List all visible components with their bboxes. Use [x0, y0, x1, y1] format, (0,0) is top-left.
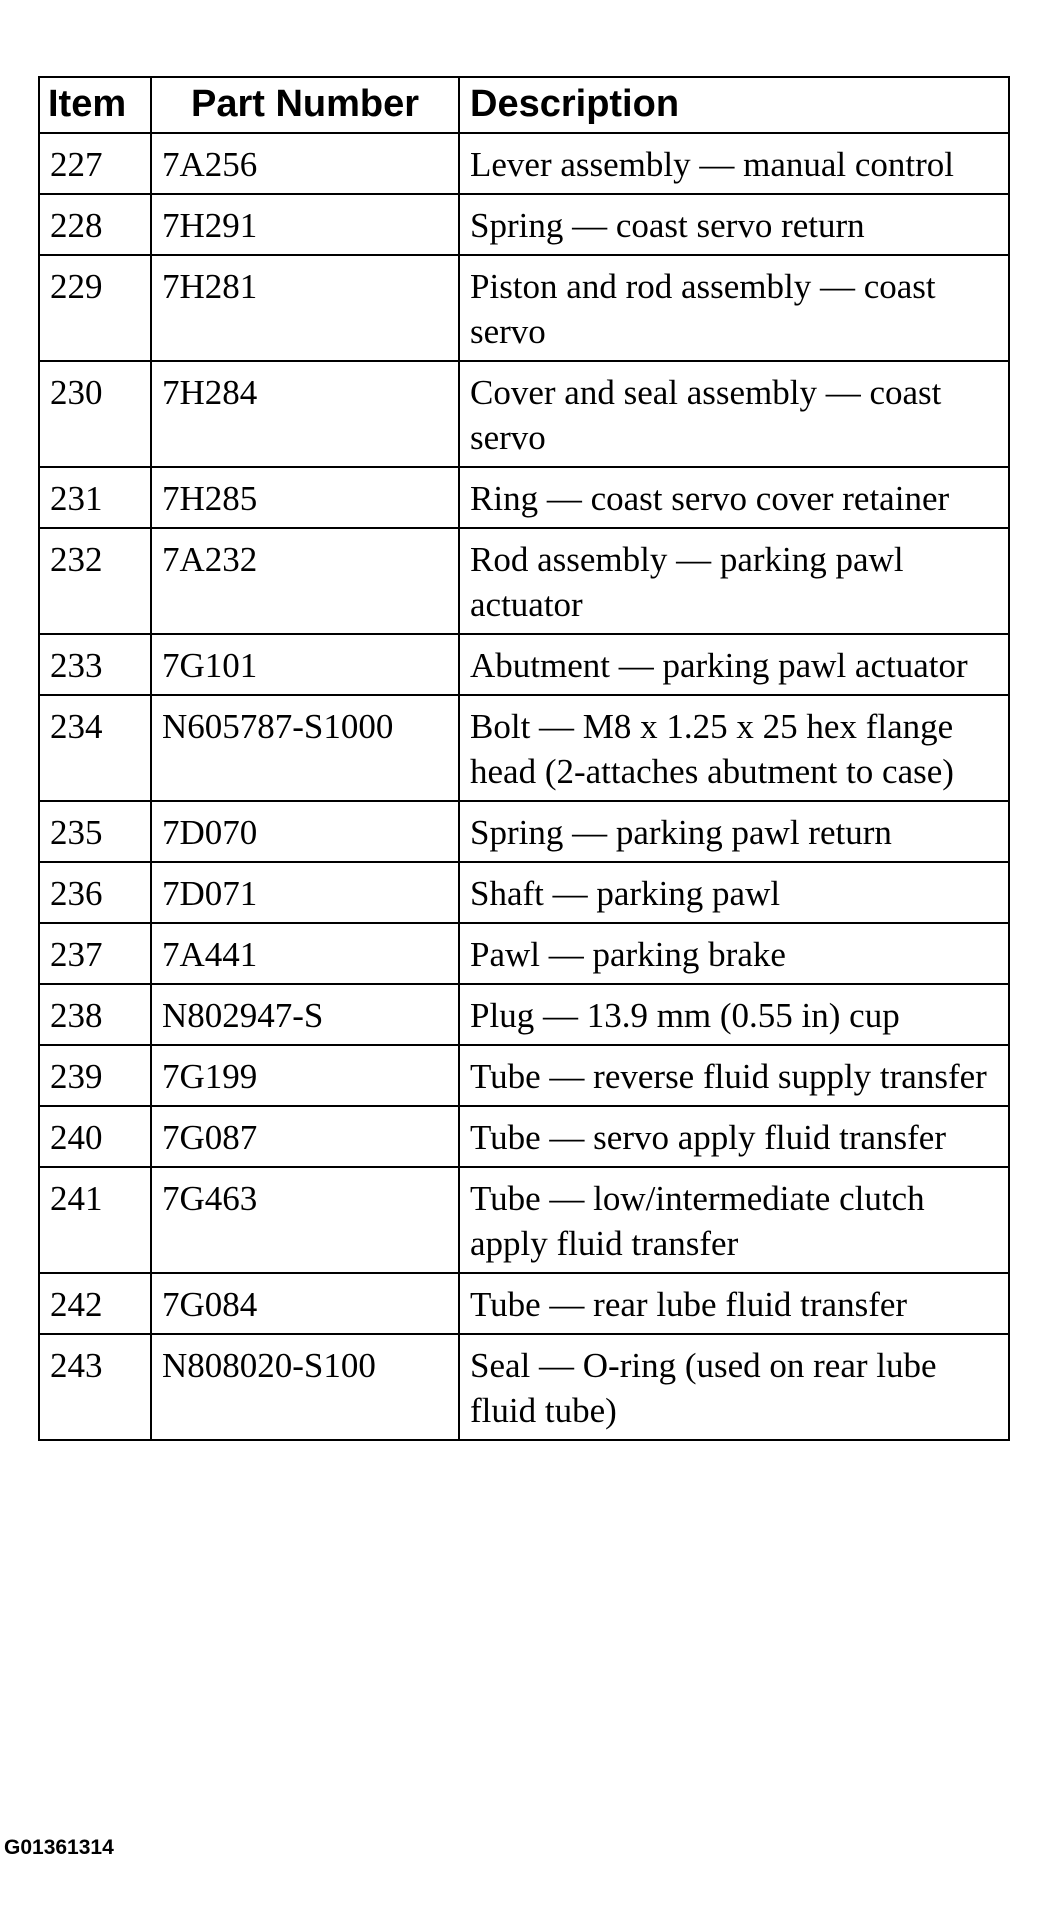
cell-item: 231	[39, 467, 151, 528]
cell-part-number: 7A232	[151, 528, 459, 634]
cell-description: Spring — parking pawl return	[459, 801, 1009, 862]
cell-part-number: 7G084	[151, 1273, 459, 1334]
cell-description: Tube — reverse fluid supply transfer	[459, 1045, 1009, 1106]
cell-part-number: 7D071	[151, 862, 459, 923]
table-row	[39, 801, 1009, 862]
table-row	[39, 1106, 1009, 1167]
cell-part-number: 7D070	[151, 801, 459, 862]
figure-id: G01361314	[4, 1836, 114, 1859]
table-row	[39, 255, 1009, 361]
cell-part-number: 7G101	[151, 634, 459, 695]
cell-description: Ring — coast servo cover retainer	[459, 467, 1009, 528]
cell-part-number: N605787-S1000	[151, 695, 459, 801]
cell-part-number: 7H285	[151, 467, 459, 528]
table-row	[39, 528, 1009, 634]
cell-description: Lever assembly — manual control	[459, 133, 1009, 194]
cell-part-number: 7H291	[151, 194, 459, 255]
cell-part-number: 7H281	[151, 255, 459, 361]
table-header-row	[39, 77, 1009, 133]
cell-description: Spring — coast servo return	[459, 194, 1009, 255]
cell-part-number: 7G463	[151, 1167, 459, 1273]
parts-table	[38, 76, 1010, 1441]
table-row	[39, 695, 1009, 801]
cell-item: 239	[39, 1045, 151, 1106]
table-row	[39, 862, 1009, 923]
cell-part-number: N802947-S	[151, 984, 459, 1045]
cell-description: Plug — 13.9 mm (0.55 in) cup	[459, 984, 1009, 1045]
header-description: Description	[459, 77, 1009, 133]
cell-description: Tube — servo apply fluid transfer	[459, 1106, 1009, 1167]
table-row	[39, 1167, 1009, 1273]
table-row	[39, 1273, 1009, 1334]
cell-description: Pawl — parking brake	[459, 923, 1009, 984]
table-row	[39, 467, 1009, 528]
table-row	[39, 1334, 1009, 1440]
cell-description: Rod assembly — parking pawl actuator	[459, 528, 1009, 634]
cell-item: 228	[39, 194, 151, 255]
table-row	[39, 361, 1009, 467]
header-item: Item	[39, 77, 151, 133]
cell-description: Bolt — M8 x 1.25 x 25 hex flange head (2-attaches abutment to case)	[459, 695, 1009, 801]
table-row	[39, 1045, 1009, 1106]
cell-item: 243	[39, 1334, 151, 1440]
cell-item: 240	[39, 1106, 151, 1167]
cell-item: 233	[39, 634, 151, 695]
table-row	[39, 634, 1009, 695]
cell-description: Tube — rear lube fluid transfer	[459, 1273, 1009, 1334]
cell-item: 241	[39, 1167, 151, 1273]
cell-part-number: 7G199	[151, 1045, 459, 1106]
cell-item: 236	[39, 862, 151, 923]
cell-item: 229	[39, 255, 151, 361]
cell-part-number: 7A256	[151, 133, 459, 194]
cell-description: Tube — low/intermediate clutch apply fluid transfer	[459, 1167, 1009, 1273]
table-row	[39, 133, 1009, 194]
header-part-number: Part Number	[151, 77, 459, 133]
cell-description: Shaft — parking pawl	[459, 862, 1009, 923]
cell-item: 230	[39, 361, 151, 467]
table-row	[39, 984, 1009, 1045]
cell-description: Abutment — parking pawl actuator	[459, 634, 1009, 695]
cell-item: 232	[39, 528, 151, 634]
cell-part-number: 7G087	[151, 1106, 459, 1167]
cell-description: Seal — O-ring (used on rear lube fluid tube)	[459, 1334, 1009, 1440]
cell-item: 235	[39, 801, 151, 862]
cell-description: Piston and rod assembly — coast servo	[459, 255, 1009, 361]
table-row	[39, 194, 1009, 255]
cell-description: Cover and seal assembly — coast servo	[459, 361, 1009, 467]
cell-item: 242	[39, 1273, 151, 1334]
cell-part-number: 7A441	[151, 923, 459, 984]
cell-part-number: N808020-S100	[151, 1334, 459, 1440]
cell-part-number: 7H284	[151, 361, 459, 467]
cell-item: 237	[39, 923, 151, 984]
cell-item: 234	[39, 695, 151, 801]
cell-item: 227	[39, 133, 151, 194]
table-row	[39, 923, 1009, 984]
cell-item: 238	[39, 984, 151, 1045]
